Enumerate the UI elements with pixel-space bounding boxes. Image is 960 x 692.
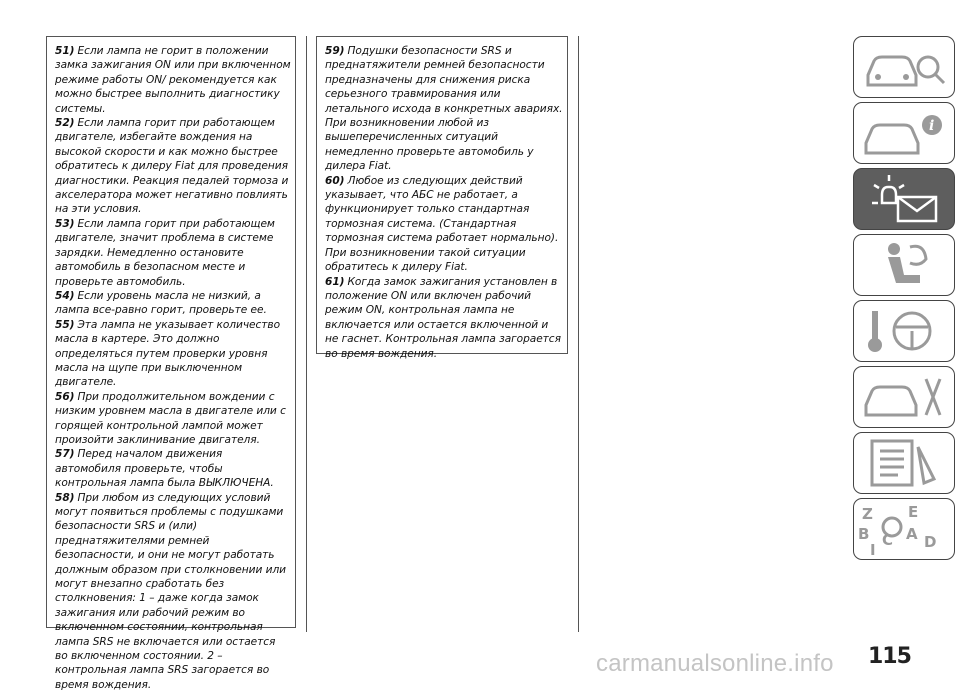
note-number: 58)	[55, 491, 75, 504]
warnings-left-column	[46, 36, 296, 691]
note-text: Если лампа не горит в положении замка зажигания ON или при включенном режиме работы ON/ рекомендуется как можно быстрее выполнить диагностику системы.	[55, 45, 291, 115]
svg-text:D: D	[924, 533, 937, 551]
svg-text:C: C	[882, 531, 894, 549]
chapter-tab-vehicle-overview[interactable]	[853, 36, 955, 98]
watermark: carmanualsonline.info	[596, 650, 834, 677]
column-divider	[306, 36, 307, 632]
chapter-tab-index[interactable]	[853, 498, 955, 560]
note-number: 53)	[55, 217, 75, 230]
note-number: 54)	[55, 289, 75, 302]
note-text: Перед началом движения автомобиля проверьте, чтобы контрольная лампа была ВЫКЛЮЧЕНА.	[55, 448, 274, 490]
warnings-right-column	[316, 36, 568, 360]
chapter-tab-starting-driving[interactable]	[853, 300, 955, 362]
warning-note	[55, 116, 291, 217]
note-text: Эта лампа не указывает количество масла в картере. Это должно определяться путем проверки уровня масла на щупе при выключенном двигателе.	[55, 318, 281, 389]
note-text: Подушки безопасности SRS и преднатяжители ремней безопасности предназначены для снижения риска серьезного травмирования или летального исхода в конкретных авариях. При возникновении любой из вышеперечисленных ситуаций немедленно проверьте автомобиль у дилера Fiat.	[325, 45, 563, 173]
warning-note	[325, 44, 563, 174]
car-info-icon	[854, 103, 954, 163]
note-text: Если лампа горит при работающем двигателе, значит проблема в системе зарядки. Немедленно остановите автомобиль в безопасном месте и проверьте автомобиль.	[55, 217, 275, 288]
chapter-tab-maintenance[interactable]	[853, 432, 955, 494]
svg-text:A: A	[906, 525, 918, 543]
warning-note	[55, 217, 291, 289]
warning-note	[325, 174, 563, 275]
note-number: 57)	[55, 448, 75, 461]
chapter-tab-emergency[interactable]	[853, 366, 955, 428]
note-number: 61)	[325, 275, 345, 288]
warning-note	[55, 318, 291, 390]
note-text: При продолжительном вождении с низким уровнем масла в двигателе или с горящей контрольной лампой может произойти заклинивание двигателя.	[55, 390, 286, 446]
note-number: 59)	[325, 45, 345, 57]
key-steering-wheel-icon	[854, 301, 954, 361]
warning-note	[55, 289, 291, 318]
note-text: При любом из следующих условий могут появиться проблемы с подушками безопасности SRS и (или) преднатяжителями ремней безопасности, и они не могут работать должным образом при столкновении или могут внезапно сработать без столкновения: 1 – даже когда замок зажигания или рабочий режим во включенном состоянии, контрольная лампа SRS не включается или остается во включенном состоянии. 2 – контрольная лампа SRS загорается во время вождения.	[55, 491, 286, 691]
chapter-tab-safety[interactable]	[853, 234, 955, 296]
svg-text:Z: Z	[862, 505, 873, 523]
warning-note	[55, 447, 291, 490]
document-list-icon	[854, 433, 954, 493]
svg-text:E: E	[908, 503, 919, 521]
note-text: Если уровень масла не низкий, а лампа все-равно горит, проверьте ее.	[55, 289, 267, 317]
warning-note	[55, 44, 291, 116]
car-tools-icon	[854, 367, 954, 427]
note-text: Когда замок зажигания установлен в положение ON или включен рабочий режим ON, контрольная лампа не включается или остается включенной и не гаснет. Контрольная лампа загорается во время вождения.	[325, 275, 561, 360]
warning-note	[325, 275, 563, 361]
warning-note	[55, 491, 291, 692]
note-text: Любое из следующих действий указывает, что АБС не работает, а функционирует только стандартная тормозная система. (Стандартная тормозная система работает нормально). При возникновении такой ситуации обратитесь к дилеру Fiat.	[325, 174, 559, 274]
note-number: 60)	[325, 174, 345, 187]
note-number: 55)	[55, 318, 75, 331]
note-text: Если лампа горит при работающем двигателе, избегайте вождения на высокой скорости и как можно быстрее обратитесь к дилеру Fiat для проведения диагностики. Реакция педалей тормоза и акселератора может негативно повлиять на эти условия.	[55, 117, 289, 216]
page-number: 115	[868, 644, 911, 669]
column-divider	[578, 36, 579, 632]
seat-airbag-icon	[854, 235, 954, 295]
note-number: 52)	[55, 117, 75, 130]
svg-text:B: B	[858, 525, 870, 543]
warning-light-envelope-icon	[854, 169, 954, 229]
chapter-tab-vehicle-info[interactable]	[853, 102, 955, 164]
chapter-tab-warning-lights[interactable]	[853, 168, 955, 230]
svg-text:I: I	[870, 541, 876, 559]
note-number: 56)	[55, 390, 75, 403]
svg-text:i: i	[929, 118, 935, 134]
alphabet-index-icon	[854, 499, 954, 559]
note-number: 51)	[55, 45, 75, 57]
warning-note	[55, 390, 291, 448]
car-magnifier-icon	[854, 37, 954, 97]
